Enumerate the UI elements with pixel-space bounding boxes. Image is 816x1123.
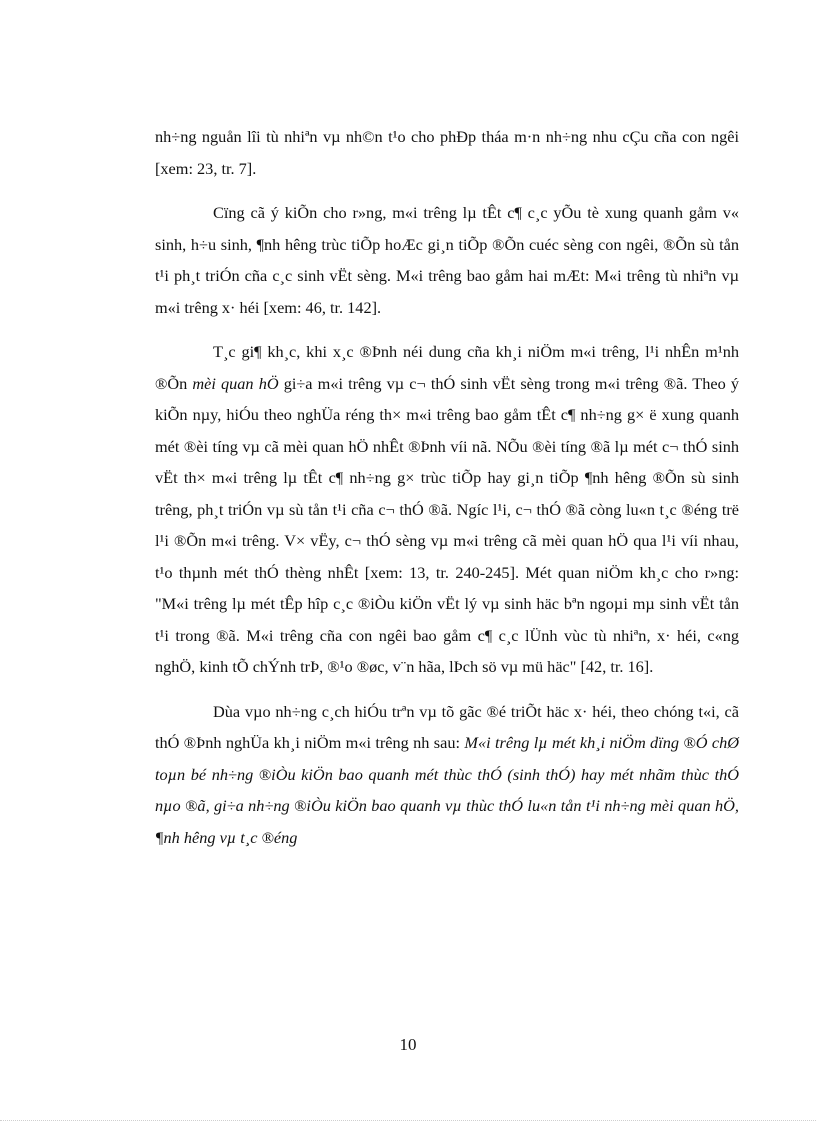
- paragraph-text: Dùa vµo nh÷ng c¸ch hiÓu trªn vµ tõ gãc ®é triÕt häc x· héi, theo chóng t«i, cã thÓ ®Þnh nghÜa kh¸i niÖm m«i trêng nh sau:: [155, 701, 739, 752]
- paragraph-text: nh÷ng nguån lîi tù nhiªn vµ nh©n t¹o cho phÐp tháa m·n nh÷ng nhu cÇu cña con ngêi [xem: 23, tr. 7].: [155, 127, 739, 178]
- paragraph-text: T¸c gi¶ kh¸c, khi x¸c ®Þnh néi dung cña kh¸i niÖm m«i trêng, l¹i nhÊn m¹nh ®Õn: [155, 342, 739, 393]
- italic-text: mèi quan hÖ: [192, 373, 279, 393]
- paragraph-p1: [155, 121, 739, 184]
- paragraph-p2: [155, 197, 739, 323]
- paragraph-p4: [155, 696, 739, 854]
- body-text: [155, 121, 739, 866]
- paragraph-text: Cïng cã ý kiÕn cho r»ng, m«i trêng lµ tÊt c¶ c¸c yÕu tè xung quanh gåm v« sinh, h÷u sinh, ¶nh hêng trùc tiÕp hoÆc gi¸n tiÕp ®Õn cuéc sèng con ngêi, ®Õn sù tån t¹i ph¸t triÓn cña c¸c sinh vËt sèng. M«i trêng bao gåm hai mÆt: M«i trêng tù nhiªn vµ m«i trêng x· héi [xem: 46, tr. 142].: [155, 203, 739, 317]
- paragraph-text: gi÷a m«i trêng vµ c¬ thÓ sinh vËt sèng trong m«i trêng ®ã. Theo ý kiÕn nµy, hiÓu theo nghÜa réng th× m«i trêng bao gåm tÊt c¶ nh÷ng g× ë xung quanh mét ®èi tíng vµ cã mèi quan hÖ nhÊt ®Þnh víi nã. NÕu ®èi tíng ®ã lµ mét c¬ thÓ sinh vËt th× m«i trêng lµ tÊt c¶ nh÷ng g× trùc tiÕp hay gi¸n tiÕp ¶nh hêng ®Õn sù sinh trêng, ph¸t triÓn vµ sù tån t¹i cña c¬ thÓ ®ã. Ngíc l¹i, c¬ thÓ ®ã còng lu«n t¸c ®éng trë l¹i ®Õn m«i trêng. V× vËy, c¬ thÓ sèng vµ m«i trêng cã mèi quan hÖ qua l¹i víi nhau, t¹o thµnh mét thÓ thèng nhÊt [xem: 13, tr. 240-245]. Mét quan niÖm kh¸c cho r»ng: "M«i trêng lµ mét tÊp hîp c¸c ®iÒu kiÖn vËt lý vµ sinh häc bªn ngoµi mµ sinh vËt tån t¹i trong ®ã. M«i trêng cña con ngêi bao gåm c¶ c¸c lÜnh vùc tù nhiªn, x· héi, c«ng nghÖ, kinh tÕ chÝnh trÞ, ®¹o ®øc, v¨n hãa, lÞch sö vµ mü häc" [42, tr. 16].: [155, 373, 739, 676]
- page-number: 10: [399, 1035, 417, 1054]
- paragraph-p3: [155, 336, 739, 683]
- footer-divider: [0, 1120, 816, 1121]
- italic-text: M«i trêng lµ mét kh¸i niÖm dïng ®Ó chØ toµn bé nh÷ng ®iÒu kiÖn bao quanh mét thùc thÓ (sinh thÓ) hay mét nhãm thùc thÓ nµo ®ã, gi÷a nh÷ng ®iÒu kiÖn bao quanh vµ thùc thÓ lu«n tån t¹i nh÷ng mèi quan hÖ, ¶nh hêng vµ t¸c ®éng: [155, 733, 739, 847]
